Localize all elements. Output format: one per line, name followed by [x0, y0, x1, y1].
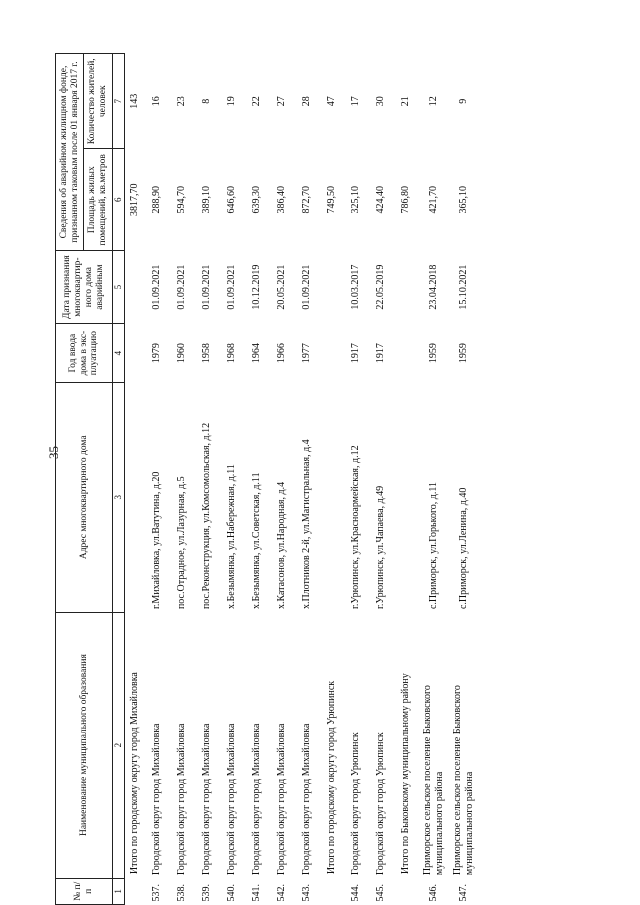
municipality-cell: Городской округ город Урюпинск — [350, 732, 362, 876]
row-number: 544. — [350, 884, 362, 902]
area-cell: 646,60 — [226, 186, 238, 214]
total-row — [320, 54, 344, 905]
year-cell: 1968 — [226, 343, 238, 364]
table-row — [270, 54, 295, 905]
header-address: Адрес многоквартирного дома — [56, 383, 113, 613]
address-cell: с.Приморск, ул.Ленина, д.40 — [457, 487, 469, 610]
date-cell: 01.09.2021 — [201, 264, 213, 310]
table-row — [369, 54, 393, 905]
address-cell: пос.Реконструкция, ул.Комсомольская, д.12 — [201, 422, 213, 610]
area-cell: 639,30 — [251, 186, 263, 214]
header-colnum: 4 — [113, 324, 125, 383]
residents-cell: 28 — [301, 96, 313, 107]
row-number: 540. — [226, 884, 238, 902]
row-number: 547. — [457, 884, 469, 902]
year-cell: 1964 — [251, 343, 263, 364]
year-cell: 1959 — [457, 343, 469, 364]
residents-cell: 8 — [201, 98, 213, 104]
residents-cell: 9 — [457, 98, 469, 104]
date-cell: 23.04.2018 — [427, 264, 439, 310]
row-number — [125, 878, 145, 904]
row-number: 543. — [301, 884, 313, 902]
municipality-cell: Городской округ город Михайловка — [301, 723, 313, 876]
residents-cell: 27 — [276, 96, 288, 107]
municipality-cell: Городской округ город Михайловка — [226, 723, 238, 876]
residents-cell: 16 — [151, 96, 163, 107]
area-cell: 786,80 — [399, 186, 411, 214]
header-municipality: Наименование муниципального образования — [56, 612, 113, 878]
header-num: № п/п — [56, 878, 113, 904]
header-colnum: 6 — [113, 149, 125, 251]
municipality-cell: Приморское сельское поселение Быковского муниципального района — [452, 685, 475, 876]
area-cell: 389,10 — [201, 186, 213, 214]
table-body — [125, 54, 479, 905]
header-group: Сведения об аварийном жилищном фонде, признанном таковым после 01 января 2017 г. — [56, 54, 84, 251]
address-cell: с.Приморск, ул.Горького, д.11 — [427, 481, 439, 610]
address-cell: пос.Отрадное, ул.Лазурная, д.5 — [176, 476, 188, 610]
area-cell: 288,90 — [151, 186, 163, 214]
date-cell: 01.09.2021 — [176, 264, 188, 310]
municipality-cell: Городской округ город Михайловка — [151, 723, 163, 876]
header-colnum: 7 — [113, 54, 125, 150]
address-cell: г.Михайловка, ул.Ватутина, д.20 — [151, 471, 163, 610]
date-cell: 01.09.2021 — [226, 264, 238, 310]
total-row — [125, 54, 145, 905]
residents-cell: 22 — [251, 96, 263, 107]
table-row — [295, 54, 320, 905]
area-cell: 749,50 — [325, 186, 337, 214]
header-colnum: 1 — [113, 878, 125, 904]
residents-cell: 21 — [399, 96, 411, 107]
row-number: 546. — [427, 884, 439, 902]
date-cell: 22.05.2019 — [374, 264, 386, 310]
municipality-cell: Городской округ город Михайловка — [176, 723, 188, 876]
row-number: 545. — [374, 884, 386, 902]
table-row — [220, 54, 245, 905]
area-cell: 386,40 — [276, 186, 288, 214]
table-row — [449, 54, 479, 905]
row-number: 537. — [151, 884, 163, 902]
address-cell: х.Безымянка, ул.Набережная, д.11 — [226, 464, 238, 610]
header-area: Площадь жилых помещений, кв.метров — [84, 149, 113, 251]
total-row — [393, 54, 419, 905]
row-number: 541. — [251, 884, 263, 902]
date-cell: 10.03.2017 — [350, 264, 362, 310]
year-cell: 1917 — [374, 343, 386, 364]
row-number: 539. — [201, 884, 213, 902]
municipality-cell: Городской округ город Урюпинск — [374, 732, 386, 876]
table-row — [419, 54, 449, 905]
row-number — [320, 878, 344, 904]
address-cell: х.Катасонов, ул.Народная, д.4 — [276, 481, 288, 610]
table-row — [170, 54, 195, 905]
address-cell: х.Плотников 2-й, ул.Магистральная, д.4 — [301, 439, 313, 610]
year-cell: 1959 — [427, 343, 439, 364]
residents-cell: 19 — [226, 96, 238, 107]
header-date-recognized: Дата признания многоквартир-ного дома аварийным — [56, 251, 113, 324]
year-cell: 1977 — [301, 343, 313, 364]
municipality-cell: Итого по Быковскому муниципальному району — [399, 673, 411, 875]
residents-cell: 143 — [129, 93, 140, 109]
header-colnum: 2 — [113, 612, 125, 878]
address-cell: г.Урюпинск, ул.Чапаева, д.49 — [374, 485, 386, 610]
header-colnum: 3 — [113, 383, 125, 613]
municipality-cell: Городской округ город Михайловка — [276, 723, 288, 876]
area-cell: 421,70 — [427, 186, 439, 214]
table-row — [344, 54, 369, 905]
table-row — [195, 54, 220, 905]
date-cell: 01.09.2021 — [301, 264, 313, 310]
residents-cell: 47 — [325, 96, 337, 107]
residents-cell: 12 — [427, 96, 439, 107]
address-cell: г.Урюпинск, ул.Красноармейская, д.12 — [350, 445, 362, 610]
area-cell: 594,70 — [176, 186, 188, 214]
municipality-cell: Итого по городскому округу город Михайловка — [129, 672, 140, 875]
municipality-cell: Итого по городскому округу город Урюпинск — [325, 680, 337, 875]
date-cell: 20.05.2021 — [276, 264, 288, 310]
table-row — [245, 54, 270, 905]
table-row — [145, 54, 170, 905]
area-cell: 365,10 — [457, 186, 469, 214]
page-number: 35 — [46, 446, 61, 459]
area-cell: 325,10 — [350, 186, 362, 214]
residents-cell: 17 — [350, 96, 362, 107]
row-number: 538. — [176, 884, 188, 902]
year-cell: 1917 — [350, 343, 362, 364]
date-cell: 10.12.2019 — [251, 264, 263, 310]
header-year: Год ввода дома в экс-плуатацию — [56, 324, 113, 383]
row-number — [393, 878, 419, 904]
year-cell: 1979 — [151, 343, 163, 364]
municipality-cell: Городской округ город Михайловка — [201, 723, 213, 876]
area-cell: 424,40 — [374, 186, 386, 214]
year-cell: 1960 — [176, 343, 188, 364]
rotated-table-container — [55, 53, 620, 905]
residents-cell: 30 — [374, 96, 386, 107]
residents-cell: 23 — [176, 96, 188, 107]
municipality-cell: Городской округ город Михайловка — [251, 723, 263, 876]
row-number: 542. — [276, 884, 288, 902]
header-residents: Количество жителей, человек — [84, 54, 113, 150]
year-cell: 1966 — [276, 343, 288, 364]
area-cell: 872,70 — [301, 186, 313, 214]
header-colnum: 5 — [113, 251, 125, 324]
area-cell: 3817,70 — [129, 183, 140, 217]
address-cell: х.Безымянка, ул.Советская, д.11 — [251, 472, 263, 610]
date-cell: 15.10.2021 — [457, 264, 469, 310]
year-cell: 1958 — [201, 343, 213, 364]
municipality-cell: Приморское сельское поселение Быковского муниципального района — [422, 685, 445, 876]
emergency-housing-table — [55, 53, 479, 905]
date-cell: 01.09.2021 — [151, 264, 163, 310]
